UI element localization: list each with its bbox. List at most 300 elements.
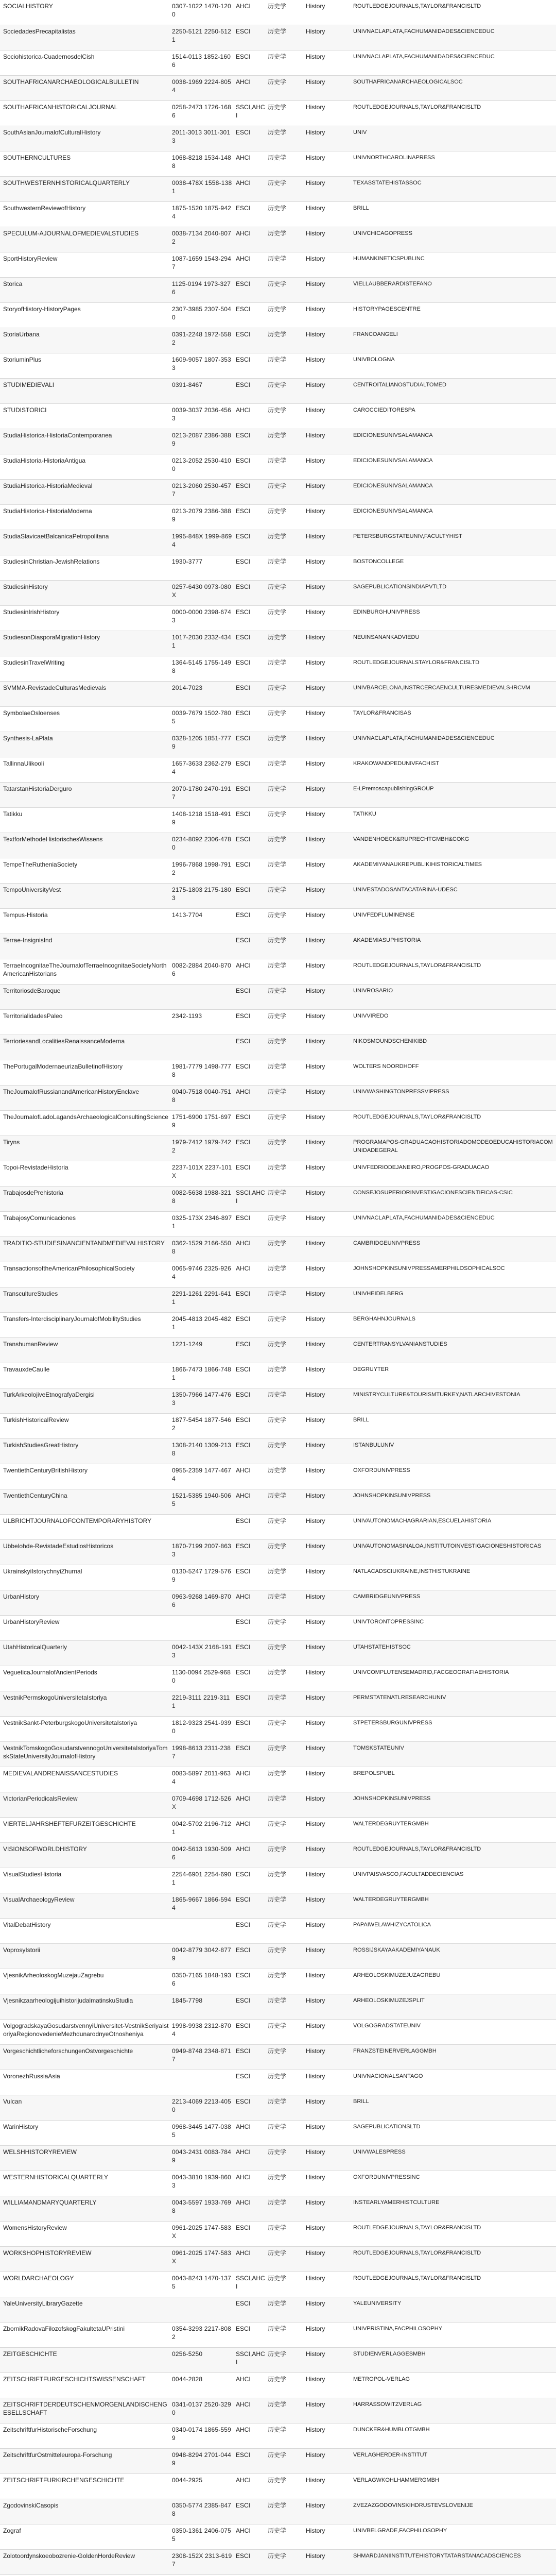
index-cell: ESCI bbox=[236, 1113, 251, 1121]
issn-cell: 0350-1361 2406-0755 bbox=[172, 2527, 232, 2543]
journal-title: VegueticaJournalofAncientPeriods bbox=[3, 1669, 97, 1676]
issn-cell: 0709-4698 1712-526X bbox=[172, 1795, 232, 1810]
category-cn-cell: 历史学 bbox=[268, 230, 287, 237]
category-en-cell: History bbox=[306, 1845, 325, 1853]
index-cell: ESCI bbox=[236, 280, 251, 287]
category-cn-cell: 历史学 bbox=[268, 129, 287, 136]
category-cn-cell: 历史学 bbox=[268, 28, 287, 35]
publisher-cell: SAGEPUBLICATIONSINDIAPVTLTD bbox=[353, 584, 447, 590]
issn-cell: 1995-848X 1999-8694 bbox=[172, 533, 232, 548]
issn-cell: 0963-9268 1469-8706 bbox=[172, 1593, 232, 1608]
index-cell: ESCI bbox=[236, 205, 251, 212]
category-en-cell: History bbox=[306, 1517, 325, 1524]
journal-title: SOUTHAFRICANHISTORICALJOURNAL bbox=[3, 104, 118, 111]
category-en-cell: History bbox=[306, 230, 325, 237]
table-row bbox=[0, 2272, 556, 2297]
table-row bbox=[0, 1060, 556, 1086]
publisher-cell: BRILL bbox=[353, 205, 369, 211]
category-cn-cell: 历史学 bbox=[268, 104, 287, 111]
issn-cell: 1998-9938 2312-8704 bbox=[172, 2022, 232, 2038]
journal-title: TerritorialidadesPaleo bbox=[3, 1012, 63, 1020]
issn-cell: 0961-2025 1747-583X bbox=[172, 2224, 232, 2240]
journal-title: Tempus-Historia bbox=[3, 911, 48, 919]
table-row bbox=[0, 1818, 556, 1843]
index-cell: AHCI bbox=[236, 962, 251, 969]
table-row bbox=[0, 227, 556, 252]
category-cn-cell: 历史学 bbox=[268, 659, 287, 666]
index-cell: ESCI bbox=[236, 583, 251, 590]
category-en-cell: History bbox=[306, 1896, 325, 1903]
category-en-cell: History bbox=[306, 886, 325, 893]
journal-title: ThePortugalModernaeurizaBulletinofHistory bbox=[3, 1063, 123, 1070]
issn-cell: 1875-1520 1875-9424 bbox=[172, 205, 232, 220]
journal-title: StoryofHistory-HistoryPages bbox=[3, 306, 81, 313]
category-cn-cell: 历史学 bbox=[268, 937, 287, 944]
journal-title: VoprosyIstorii bbox=[3, 1946, 41, 1954]
category-en-cell: History bbox=[306, 1416, 325, 1423]
issn-cell bbox=[172, 1616, 233, 1642]
category-cn-cell: 历史学 bbox=[268, 53, 287, 60]
publisher-cell: JOHNSHOPKINSUNIVPRESS bbox=[353, 1795, 431, 1802]
publisher-cell: WALTERDEGRUYTERGMBH bbox=[353, 1821, 429, 1827]
category-en-cell: History bbox=[306, 2123, 325, 2130]
index-cell: ESCI bbox=[236, 634, 251, 641]
category-cn-cell: 历史学 bbox=[268, 3, 287, 10]
table-row bbox=[0, 1212, 556, 1237]
index-cell: ESCI bbox=[236, 709, 251, 717]
table-row bbox=[0, 1187, 556, 1212]
category-cn-cell: 历史学 bbox=[268, 1315, 287, 1323]
index-cell: ESCI bbox=[236, 1416, 251, 1423]
journal-title: StoriuminPlus bbox=[3, 356, 42, 363]
category-en-cell: History bbox=[306, 1214, 325, 1222]
issn-cell: 1877-5454 1877-5462 bbox=[172, 1416, 232, 1432]
category-cn-cell: 历史学 bbox=[268, 2022, 287, 2029]
index-cell: SSCI,AHCI bbox=[236, 2275, 265, 2290]
category-en-cell: History bbox=[306, 2022, 325, 2029]
journal-title: SPECULUM-AJOURNALOFMEDIEVALSTUDIES bbox=[3, 230, 139, 237]
journal-title: Ubbelohde-RevistadeEstudiosHistoricos bbox=[3, 1543, 114, 1550]
category-en-cell: History bbox=[306, 1593, 325, 1600]
publisher-cell: UNIVPAISVASCO,FACULTADDECIENCIAS bbox=[353, 1871, 464, 1877]
category-en-cell: History bbox=[306, 861, 325, 868]
index-cell: ESCI bbox=[236, 760, 251, 767]
category-cn-cell: 历史学 bbox=[268, 78, 287, 86]
journal-title: VorgeschichtlicheforschungenOstvorgeschichte bbox=[3, 2047, 133, 2055]
issn-cell: 1221-1249 bbox=[172, 1341, 203, 1348]
category-cn-cell: 历史学 bbox=[268, 785, 287, 792]
table-row bbox=[0, 1893, 556, 1919]
category-en-cell: History bbox=[306, 1972, 325, 1979]
category-cn-cell: 历史学 bbox=[268, 280, 287, 287]
table-row bbox=[0, 2196, 556, 2222]
category-cn-cell: 历史学 bbox=[268, 962, 287, 969]
publisher-cell: UNIVFEDFLUMINENSE bbox=[353, 912, 415, 918]
category-en-cell: History bbox=[306, 1442, 325, 1449]
publisher-cell: NATLACADSCIUKRAINE,INSTHISTUKRAINE bbox=[353, 1568, 471, 1574]
category-en-cell: History bbox=[306, 583, 325, 590]
publisher-cell: UNIV bbox=[353, 129, 367, 135]
index-cell: AHCI bbox=[236, 1088, 251, 1095]
issn-cell: 0256-5250 bbox=[172, 2350, 203, 2358]
issn-cell: 1996-7868 1998-7912 bbox=[172, 861, 232, 876]
table-row bbox=[0, 707, 556, 732]
category-en-cell: History bbox=[306, 785, 325, 792]
journal-title: StudiesinHistory bbox=[3, 583, 48, 590]
index-cell: ESCI bbox=[236, 1391, 251, 1398]
category-cn-cell: 历史学 bbox=[268, 2451, 287, 2459]
journal-title: TurkishHistoricalReview bbox=[3, 1416, 69, 1423]
index-cell: AHCI bbox=[236, 1795, 251, 1802]
category-cn-cell: 历史学 bbox=[268, 760, 287, 767]
index-cell: ESCI bbox=[236, 558, 251, 565]
category-en-cell: History bbox=[306, 104, 325, 111]
table-row bbox=[0, 2146, 556, 2171]
category-en-cell: History bbox=[306, 3, 325, 10]
table-row bbox=[0, 1035, 556, 1060]
category-cn-cell: 历史学 bbox=[268, 2174, 287, 2181]
category-cn-cell: 历史学 bbox=[268, 1265, 287, 1272]
issn-cell: 0042-8779 3042-8779 bbox=[172, 1946, 232, 1962]
category-en-cell: History bbox=[306, 1543, 325, 1550]
index-cell: ESCI bbox=[236, 886, 251, 893]
table-row bbox=[0, 631, 556, 656]
table-row bbox=[0, 1691, 556, 1717]
category-en-cell: History bbox=[306, 78, 325, 86]
table-row bbox=[0, 1666, 556, 1691]
publisher-cell: ROUTLEDGEJOURNALSTAYLOR&FRANCISLTD bbox=[353, 659, 480, 666]
publisher-cell: ROSSIJSKAYAAKADEMIYANAUK bbox=[353, 1947, 440, 1953]
journal-title: SymbolaeOsloenses bbox=[3, 709, 60, 717]
journal-title: Zolotoordynskoeobozrenie-GoldenHordeReview bbox=[3, 2552, 135, 2560]
journal-title: SOCIALHISTORY bbox=[3, 3, 53, 10]
table-row bbox=[0, 2323, 556, 2348]
category-cn-cell: 历史学 bbox=[268, 987, 287, 994]
issn-cell: 1521-5385 1940-5065 bbox=[172, 1492, 232, 1507]
publisher-cell: UNIVCHICAGOPRESS bbox=[353, 230, 412, 236]
issn-cell: 0042-5702 2196-7121 bbox=[172, 1820, 232, 1836]
category-cn-cell: 历史学 bbox=[268, 1290, 287, 1297]
category-en-cell: History bbox=[306, 1341, 325, 1348]
index-cell: ESCI bbox=[236, 381, 251, 388]
category-cn-cell: 历史学 bbox=[268, 533, 287, 540]
category-cn-cell: 历史学 bbox=[268, 1871, 287, 1878]
category-cn-cell: 历史学 bbox=[268, 1113, 287, 1121]
index-cell: ESCI bbox=[236, 1164, 251, 1171]
publisher-cell: VOLGOGRADSTATEUNIV bbox=[353, 2023, 421, 2029]
table-row bbox=[0, 2449, 556, 2474]
journal-title: ZEITGESCHICHTE bbox=[3, 2350, 57, 2358]
table-row bbox=[0, 757, 556, 783]
publisher-cell: UNIVWALESPRESS bbox=[353, 2149, 406, 2155]
table-row bbox=[0, 2297, 556, 2323]
issn-cell: 0000-0000 2398-6743 bbox=[172, 608, 232, 624]
index-cell: ESCI bbox=[236, 2098, 251, 2105]
journal-title: StoriaUrbana bbox=[3, 331, 40, 338]
publisher-cell: CAMBRIDGEUNIVPRESS bbox=[353, 1594, 421, 1600]
journal-title: ZEITSCHRIFTFURGESCHICHTSWISSENSCHAFT bbox=[3, 2376, 146, 2383]
index-cell: ESCI bbox=[236, 129, 251, 136]
category-cn-cell: 历史学 bbox=[268, 1543, 287, 1550]
issn-cell bbox=[172, 1919, 233, 1945]
table-row bbox=[0, 1590, 556, 1616]
category-en-cell: History bbox=[306, 179, 325, 187]
category-en-cell: History bbox=[306, 406, 325, 414]
category-cn-cell: 历史学 bbox=[268, 381, 287, 388]
publisher-cell: EDICIONESUNIVSALAMANCA bbox=[353, 508, 433, 514]
category-cn-cell: 历史学 bbox=[268, 1997, 287, 2004]
table-row bbox=[0, 530, 556, 555]
index-cell: ESCI bbox=[236, 28, 251, 35]
journal-title: STUDISTORICI bbox=[3, 406, 47, 414]
publisher-cell: EDICIONESUNIVSALAMANCA bbox=[353, 432, 433, 438]
category-cn-cell: 历史学 bbox=[268, 2047, 287, 2055]
issn-cell bbox=[172, 2070, 233, 2097]
issn-cell: 2219-3111 2219-3111 bbox=[172, 1694, 230, 1709]
category-cn-cell: 历史学 bbox=[268, 1820, 287, 1827]
index-cell: ESCI bbox=[236, 1341, 251, 1348]
issn-cell: 0083-5897 2011-9634 bbox=[172, 1770, 231, 1785]
table-row bbox=[0, 2121, 556, 2146]
category-en-cell: History bbox=[306, 2073, 325, 2080]
category-en-cell: History bbox=[306, 2401, 325, 2408]
journal-title: SouthAsianJournalofCulturalHistory bbox=[3, 129, 101, 136]
issn-cell: 0043-2431 0083-7849 bbox=[172, 2148, 232, 2164]
category-cn-cell: 历史学 bbox=[268, 432, 287, 439]
publisher-cell: ROUTLEDGEJOURNALS,TAYLOR&FRANCISLTD bbox=[353, 2225, 481, 2231]
issn-cell: 0044-2925 bbox=[172, 2477, 203, 2484]
table-row bbox=[0, 1338, 556, 1363]
journal-title: Synthesis-LaPlata bbox=[3, 735, 53, 742]
issn-cell: 0948-8294 2701-0449 bbox=[172, 2451, 232, 2467]
table-row bbox=[0, 783, 556, 808]
issn-cell: 1364-5145 1755-1498 bbox=[172, 659, 232, 674]
journal-title: WILLIAMANDMARYQUARTERLY bbox=[3, 2199, 97, 2206]
issn-cell bbox=[172, 1515, 233, 1541]
issn-cell: 2307-3985 2307-5040 bbox=[172, 306, 232, 321]
table-row bbox=[0, 959, 556, 985]
issn-cell: 0213-2052 2530-4100 bbox=[172, 457, 232, 472]
table-row bbox=[0, 2550, 556, 2575]
publisher-cell: VERLAGWKOHLHAMMERGMBH bbox=[353, 2477, 439, 2483]
journal-title: TallinnaUlikooli bbox=[3, 760, 44, 767]
issn-cell: 0042-5613 1930-5096 bbox=[172, 1845, 232, 1861]
publisher-cell: SHMARDJANIINSTITUTEHISTORYTATARSTANACADSCIENCES bbox=[353, 2553, 521, 2559]
index-cell: ESCI bbox=[236, 533, 251, 540]
publisher-cell: STPETERSBURGUNIVPRESS bbox=[353, 1720, 432, 1726]
category-cn-cell: 历史学 bbox=[268, 2300, 287, 2307]
publisher-cell: TOMSKSTATEUNIV bbox=[353, 1745, 405, 1751]
category-cn-cell: 历史学 bbox=[268, 154, 287, 161]
index-cell: ESCI bbox=[236, 2300, 251, 2307]
table-row bbox=[0, 1161, 556, 1187]
publisher-cell: BOSTONCOLLEGE bbox=[353, 558, 404, 565]
journal-title: WarinHistory bbox=[3, 2123, 39, 2130]
category-en-cell: History bbox=[306, 1240, 325, 1247]
index-cell: ESCI bbox=[236, 1214, 251, 1222]
table-row bbox=[0, 1262, 556, 1287]
table-row bbox=[0, 1010, 556, 1035]
issn-cell: 2045-4813 2045-4821 bbox=[172, 1315, 232, 1331]
journal-title: StudiaSlavicaetBalcanicaPetropolitana bbox=[3, 533, 109, 540]
journal-title: Tatikku bbox=[3, 810, 23, 818]
publisher-cell: AKADEMIYANAUKREPUBLIKIHISTORICALTIMES bbox=[353, 861, 482, 868]
category-en-cell: History bbox=[306, 1719, 325, 1726]
category-en-cell: History bbox=[306, 306, 325, 313]
category-cn-cell: 历史学 bbox=[268, 1946, 287, 1954]
issn-cell: 2175-1803 2175-1803 bbox=[172, 886, 232, 902]
category-en-cell: History bbox=[306, 129, 325, 136]
index-cell: SSCI,AHCI bbox=[236, 1189, 265, 1205]
journal-title: SOUTHAFRICANARCHAEOLOGICALBULLETIN bbox=[3, 78, 139, 86]
index-cell: AHCI bbox=[236, 255, 251, 262]
category-en-cell: History bbox=[306, 1164, 325, 1171]
category-en-cell: History bbox=[306, 2426, 325, 2433]
table-row bbox=[0, 2171, 556, 2196]
issn-cell: 0213-2060 2530-4577 bbox=[172, 482, 232, 498]
table-row bbox=[0, 1439, 556, 1464]
category-en-cell: History bbox=[306, 1946, 325, 1954]
table-row bbox=[0, 2424, 556, 2449]
table-row bbox=[0, 101, 556, 126]
category-cn-cell: 历史学 bbox=[268, 2401, 287, 2408]
issn-cell: 2213-4069 2213-4050 bbox=[172, 2098, 232, 2113]
table-row bbox=[0, 505, 556, 530]
publisher-cell: ROUTLEDGEJOURNALS,TAYLOR&FRANCISLTD bbox=[353, 2275, 481, 2281]
table-row bbox=[0, 1767, 556, 1792]
index-cell: AHCI bbox=[236, 1820, 251, 1827]
publisher-cell: ARHEOLOSKIMUZEJUZAGREBU bbox=[353, 1972, 441, 1978]
issn-cell: 0234-8092 2306-4780 bbox=[172, 836, 232, 851]
issn-cell: 1017-2030 2332-4341 bbox=[172, 634, 232, 649]
index-cell: AHCI bbox=[236, 2401, 251, 2408]
issn-cell: 0038-478X 1558-1381 bbox=[172, 179, 232, 195]
publisher-cell: METROPOL-VERLAG bbox=[353, 2376, 410, 2382]
journal-title: Transfers-InterdisciplinaryJournalofMobilityStudies bbox=[3, 1315, 141, 1323]
index-cell: AHCI bbox=[236, 2477, 251, 2484]
issn-cell: 0043-8243 1470-1375 bbox=[172, 2275, 232, 2290]
journal-title: ZgodovinskiCasopis bbox=[3, 2502, 59, 2509]
journal-title: StudiaHistorica-HistoriaMedieval bbox=[3, 482, 93, 489]
table-row bbox=[0, 985, 556, 1010]
publisher-cell: JOHNSHOPKINSUNIVPRESSAMERPHILOSOPHICALSOC bbox=[353, 1265, 505, 1272]
publisher-cell: UNIVROSARIO bbox=[353, 988, 393, 994]
publisher-cell: ROUTLEDGEJOURNALS,TAYLOR&FRANCISLTD bbox=[353, 3, 481, 9]
category-en-cell: History bbox=[306, 634, 325, 641]
table-row bbox=[0, 2020, 556, 2045]
table-row bbox=[0, 76, 556, 101]
table-row bbox=[0, 1287, 556, 1313]
category-en-cell: History bbox=[306, 2325, 325, 2332]
category-cn-cell: 历史学 bbox=[268, 684, 287, 691]
issn-cell: 1413-7704 bbox=[172, 911, 203, 919]
index-cell: AHCI bbox=[236, 3, 251, 10]
index-cell: AHCI bbox=[236, 1593, 251, 1600]
table-row bbox=[0, 2474, 556, 2499]
table-row bbox=[0, 2348, 556, 2373]
issn-cell: 1657-3633 2362-2794 bbox=[172, 760, 232, 775]
table-row bbox=[0, 934, 556, 959]
issn-cell: 0042-143X 2168-1913 bbox=[172, 1643, 232, 1659]
table-row bbox=[0, 909, 556, 934]
index-cell: AHCI bbox=[236, 2426, 251, 2433]
publisher-cell: NIKOSMOUNDSCHENIKIBD bbox=[353, 1038, 427, 1044]
category-cn-cell: 历史学 bbox=[268, 507, 287, 515]
issn-cell: 0130-5247 1729-5769 bbox=[172, 1568, 232, 1583]
category-cn-cell: 历史学 bbox=[268, 1416, 287, 1423]
issn-cell: 0307-1022 1470-1200 bbox=[172, 3, 232, 18]
publisher-cell: UNIVNACLAPLATA,FACHUMANIDADES&CIENCEDUC bbox=[353, 735, 495, 741]
index-cell: ESCI bbox=[236, 1744, 251, 1752]
index-cell: ESCI bbox=[236, 2047, 251, 2055]
category-cn-cell: 历史学 bbox=[268, 558, 287, 565]
issn-cell: 2254-6901 2254-6901 bbox=[172, 1871, 232, 1886]
journal-title: TrabajosdePrehistoria bbox=[3, 1189, 63, 1196]
table-row bbox=[0, 1086, 556, 1111]
index-cell: ESCI bbox=[236, 507, 251, 515]
index-cell: ESCI bbox=[236, 331, 251, 338]
publisher-cell: DEGRUYTER bbox=[353, 1366, 389, 1372]
table-row bbox=[0, 1565, 556, 1590]
table-row bbox=[0, 126, 556, 151]
publisher-cell: FRANZSTEINERVERLAGGMBH bbox=[353, 2048, 437, 2054]
category-cn-cell: 历史学 bbox=[268, 306, 287, 313]
index-cell: SSCI,AHCI bbox=[236, 2350, 265, 2366]
category-cn-cell: 历史学 bbox=[268, 1012, 287, 1020]
table-row bbox=[0, 833, 556, 858]
table-row bbox=[0, 2070, 556, 2095]
category-cn-cell: 历史学 bbox=[268, 2552, 287, 2560]
category-cn-cell: 历史学 bbox=[268, 482, 287, 489]
category-en-cell: History bbox=[306, 558, 325, 565]
index-cell: ESCI bbox=[236, 1063, 251, 1070]
issn-cell: 0258-2473 1726-1686 bbox=[172, 104, 232, 119]
category-cn-cell: 历史学 bbox=[268, 735, 287, 742]
category-en-cell: History bbox=[306, 507, 325, 515]
category-cn-cell: 历史学 bbox=[268, 331, 287, 338]
index-cell: ESCI bbox=[236, 608, 251, 616]
publisher-cell: ROUTLEDGEJOURNALS,TAYLOR&FRANCISLTD bbox=[353, 2250, 481, 2256]
issn-cell: 1981-7779 1498-7778 bbox=[172, 1063, 232, 1078]
index-cell: ESCI bbox=[236, 1946, 251, 1954]
journal-title: StudiesinChristian-JewishRelations bbox=[3, 558, 100, 565]
journal-title: TranshumanReview bbox=[3, 1341, 58, 1348]
index-cell: ESCI bbox=[236, 432, 251, 439]
table-row bbox=[0, 303, 556, 328]
table-row bbox=[0, 682, 556, 707]
index-cell: ESCI bbox=[236, 1871, 251, 1878]
journal-title: TerritoriosdeBaroque bbox=[3, 987, 61, 994]
journal-title: TextforMethodeHistorischesWissens bbox=[3, 836, 103, 843]
category-cn-cell: 历史学 bbox=[268, 1366, 287, 1373]
issn-cell: 1068-8218 1534-1488 bbox=[172, 154, 232, 170]
issn-cell: 1308-2140 1309-2138 bbox=[172, 1442, 232, 1457]
table-row bbox=[0, 656, 556, 682]
index-cell: ESCI bbox=[236, 2502, 251, 2509]
category-en-cell: History bbox=[306, 1643, 325, 1651]
index-cell: ESCI bbox=[236, 1972, 251, 1979]
table-row bbox=[0, 2398, 556, 2424]
index-cell: ESCI bbox=[236, 836, 251, 843]
publisher-cell: TATIKKU bbox=[353, 811, 376, 817]
publisher-cell: OXFORDUNIVPRESSINC bbox=[353, 2174, 420, 2180]
category-en-cell: History bbox=[306, 1012, 325, 1020]
issn-cell: 0328-1205 1851-7779 bbox=[172, 735, 232, 750]
issn-cell: 0038-7134 2040-8072 bbox=[172, 230, 232, 245]
table-row bbox=[0, 1944, 556, 1969]
index-cell: ESCI bbox=[236, 785, 251, 792]
issn-cell: 1930-3777 bbox=[172, 558, 203, 565]
